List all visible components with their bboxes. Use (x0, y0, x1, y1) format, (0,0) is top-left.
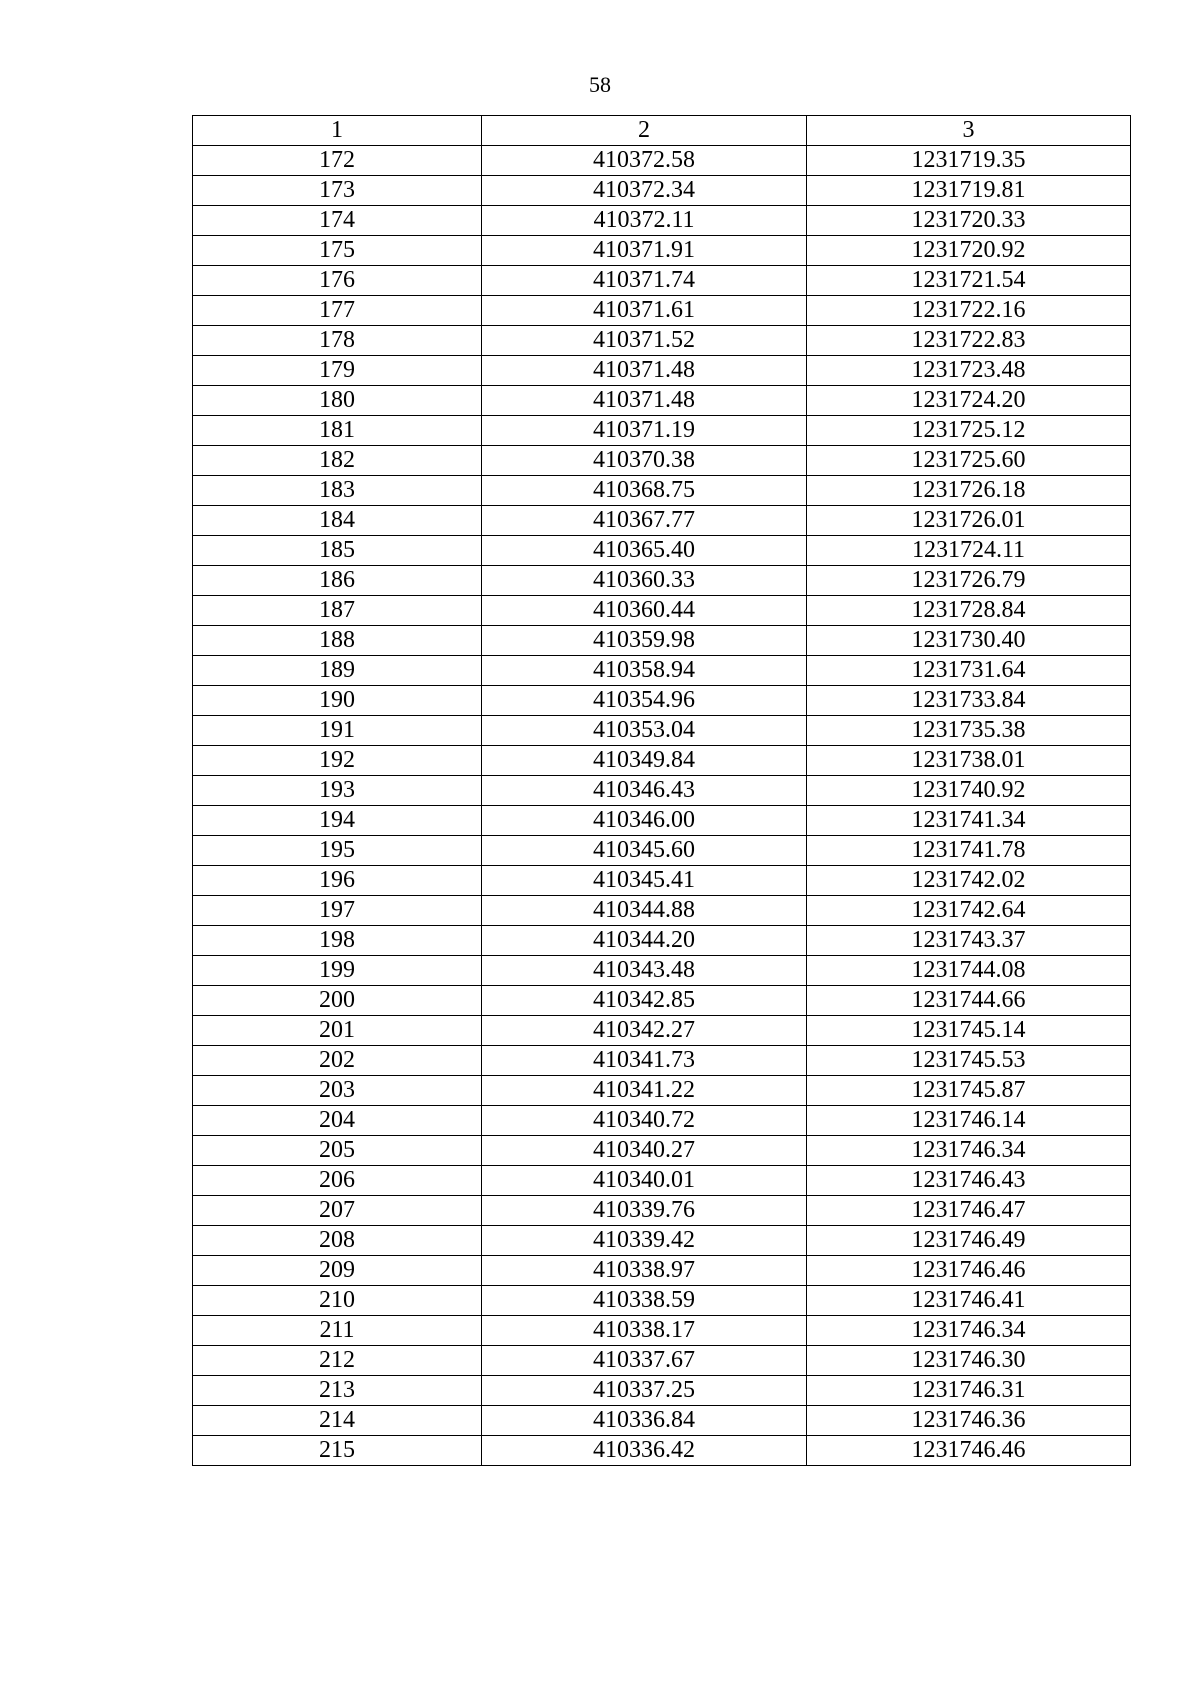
y-coordinate-cell: 1231746.34 (807, 1316, 1131, 1346)
y-coordinate-cell: 1231746.47 (807, 1196, 1131, 1226)
table-row (193, 1076, 1131, 1106)
x-coordinate-cell: 410353.04 (482, 716, 807, 746)
point-number-cell: 213 (193, 1376, 482, 1406)
y-coordinate-cell: 1231746.31 (807, 1376, 1131, 1406)
y-coordinate-cell: 1231746.43 (807, 1166, 1131, 1196)
table-row (193, 566, 1131, 596)
x-coordinate-cell: 410339.42 (482, 1226, 807, 1256)
point-number-cell: 201 (193, 1016, 482, 1046)
x-coordinate-cell: 410371.91 (482, 236, 807, 266)
table-row (193, 1166, 1131, 1196)
table-row (193, 956, 1131, 986)
x-coordinate-cell: 410370.38 (482, 446, 807, 476)
point-number-cell: 208 (193, 1226, 482, 1256)
y-coordinate-cell: 1231731.64 (807, 656, 1131, 686)
header-cell-3: 3 (807, 116, 1131, 146)
point-number-cell: 185 (193, 536, 482, 566)
table-row (193, 1226, 1131, 1256)
point-number-cell: 198 (193, 926, 482, 956)
x-coordinate-cell: 410349.84 (482, 746, 807, 776)
point-number-cell: 172 (193, 146, 482, 176)
point-number-cell: 194 (193, 806, 482, 836)
x-coordinate-cell: 410345.41 (482, 866, 807, 896)
x-coordinate-cell: 410371.74 (482, 266, 807, 296)
table-row (193, 1376, 1131, 1406)
point-number-cell: 189 (193, 656, 482, 686)
y-coordinate-cell: 1231723.48 (807, 356, 1131, 386)
x-coordinate-cell: 410337.25 (482, 1376, 807, 1406)
x-coordinate-cell: 410359.98 (482, 626, 807, 656)
y-coordinate-cell: 1231724.20 (807, 386, 1131, 416)
table-row (193, 476, 1131, 506)
y-coordinate-cell: 1231745.87 (807, 1076, 1131, 1106)
y-coordinate-cell: 1231738.01 (807, 746, 1131, 776)
x-coordinate-cell: 410339.76 (482, 1196, 807, 1226)
point-number-cell: 204 (193, 1106, 482, 1136)
table-row (193, 1106, 1131, 1136)
x-coordinate-cell: 410342.85 (482, 986, 807, 1016)
table-row (193, 356, 1131, 386)
x-coordinate-cell: 410338.59 (482, 1286, 807, 1316)
coordinates-table (192, 115, 1131, 1466)
y-coordinate-cell: 1231746.49 (807, 1226, 1131, 1256)
point-number-cell: 200 (193, 986, 482, 1016)
point-number-cell: 197 (193, 896, 482, 926)
x-coordinate-cell: 410354.96 (482, 686, 807, 716)
x-coordinate-cell: 410371.48 (482, 356, 807, 386)
header-cell-1: 1 (193, 116, 482, 146)
table-row (193, 1046, 1131, 1076)
x-coordinate-cell: 410342.27 (482, 1016, 807, 1046)
x-coordinate-cell: 410340.72 (482, 1106, 807, 1136)
table-row (193, 506, 1131, 536)
x-coordinate-cell: 410371.52 (482, 326, 807, 356)
table-row (193, 266, 1131, 296)
y-coordinate-cell: 1231722.16 (807, 296, 1131, 326)
point-number-cell: 199 (193, 956, 482, 986)
table-row (193, 536, 1131, 566)
table-row (193, 746, 1131, 776)
y-coordinate-cell: 1231746.36 (807, 1406, 1131, 1436)
table-row (193, 626, 1131, 656)
table-row (193, 1136, 1131, 1166)
table-row (193, 416, 1131, 446)
point-number-cell: 179 (193, 356, 482, 386)
point-number-cell: 210 (193, 1286, 482, 1316)
y-coordinate-cell: 1231746.34 (807, 1136, 1131, 1166)
x-coordinate-cell: 410344.20 (482, 926, 807, 956)
table-header (193, 116, 1131, 146)
point-number-cell: 174 (193, 206, 482, 236)
point-number-cell: 206 (193, 1166, 482, 1196)
table-body (193, 146, 1131, 1466)
point-number-cell: 180 (193, 386, 482, 416)
point-number-cell: 184 (193, 506, 482, 536)
y-coordinate-cell: 1231740.92 (807, 776, 1131, 806)
point-number-cell: 193 (193, 776, 482, 806)
x-coordinate-cell: 410341.73 (482, 1046, 807, 1076)
x-coordinate-cell: 410368.75 (482, 476, 807, 506)
y-coordinate-cell: 1231745.14 (807, 1016, 1131, 1046)
point-number-cell: 212 (193, 1346, 482, 1376)
y-coordinate-cell: 1231728.84 (807, 596, 1131, 626)
point-number-cell: 211 (193, 1316, 482, 1346)
y-coordinate-cell: 1231719.35 (807, 146, 1131, 176)
table-row (193, 146, 1131, 176)
point-number-cell: 175 (193, 236, 482, 266)
y-coordinate-cell: 1231730.40 (807, 626, 1131, 656)
y-coordinate-cell: 1231741.78 (807, 836, 1131, 866)
table-row (193, 866, 1131, 896)
y-coordinate-cell: 1231722.83 (807, 326, 1131, 356)
y-coordinate-cell: 1231744.08 (807, 956, 1131, 986)
table-row (193, 656, 1131, 686)
point-number-cell: 176 (193, 266, 482, 296)
table-row (193, 446, 1131, 476)
point-number-cell: 209 (193, 1256, 482, 1286)
point-number-cell: 214 (193, 1406, 482, 1436)
x-coordinate-cell: 410360.33 (482, 566, 807, 596)
point-number-cell: 202 (193, 1046, 482, 1076)
table-row (193, 806, 1131, 836)
y-coordinate-cell: 1231735.38 (807, 716, 1131, 746)
point-number-cell: 207 (193, 1196, 482, 1226)
y-coordinate-cell: 1231725.60 (807, 446, 1131, 476)
x-coordinate-cell: 410372.58 (482, 146, 807, 176)
x-coordinate-cell: 410340.01 (482, 1166, 807, 1196)
point-number-cell: 187 (193, 596, 482, 626)
x-coordinate-cell: 410358.94 (482, 656, 807, 686)
y-coordinate-cell: 1231733.84 (807, 686, 1131, 716)
x-coordinate-cell: 410371.48 (482, 386, 807, 416)
table-row (193, 1436, 1131, 1466)
y-coordinate-cell: 1231726.79 (807, 566, 1131, 596)
x-coordinate-cell: 410337.67 (482, 1346, 807, 1376)
y-coordinate-cell: 1231743.37 (807, 926, 1131, 956)
point-number-cell: 205 (193, 1136, 482, 1166)
page-number: 58 (589, 72, 611, 97)
table-row (193, 686, 1131, 716)
y-coordinate-cell: 1231725.12 (807, 416, 1131, 446)
x-coordinate-cell: 410372.34 (482, 176, 807, 206)
x-coordinate-cell: 410341.22 (482, 1076, 807, 1106)
point-number-cell: 178 (193, 326, 482, 356)
point-number-cell: 181 (193, 416, 482, 446)
y-coordinate-cell: 1231720.33 (807, 206, 1131, 236)
point-number-cell: 195 (193, 836, 482, 866)
table-row (193, 1256, 1131, 1286)
x-coordinate-cell: 410338.97 (482, 1256, 807, 1286)
point-number-cell: 186 (193, 566, 482, 596)
y-coordinate-cell: 1231742.64 (807, 896, 1131, 926)
y-coordinate-cell: 1231746.14 (807, 1106, 1131, 1136)
header-cell-2: 2 (482, 116, 807, 146)
table-row (193, 1346, 1131, 1376)
point-number-cell: 196 (193, 866, 482, 896)
x-coordinate-cell: 410372.11 (482, 206, 807, 236)
table-row (193, 926, 1131, 956)
table-row (193, 716, 1131, 746)
y-coordinate-cell: 1231724.11 (807, 536, 1131, 566)
x-coordinate-cell: 410371.19 (482, 416, 807, 446)
x-coordinate-cell: 410344.88 (482, 896, 807, 926)
table-row (193, 1016, 1131, 1046)
table-row (193, 836, 1131, 866)
table-row (193, 1406, 1131, 1436)
y-coordinate-cell: 1231726.18 (807, 476, 1131, 506)
point-number-cell: 177 (193, 296, 482, 326)
point-number-cell: 182 (193, 446, 482, 476)
table-row (193, 1286, 1131, 1316)
x-coordinate-cell: 410346.00 (482, 806, 807, 836)
x-coordinate-cell: 410340.27 (482, 1136, 807, 1166)
table-row (193, 776, 1131, 806)
point-number-cell: 190 (193, 686, 482, 716)
x-coordinate-cell: 410343.48 (482, 956, 807, 986)
point-number-cell: 192 (193, 746, 482, 776)
y-coordinate-cell: 1231744.66 (807, 986, 1131, 1016)
y-coordinate-cell: 1231746.41 (807, 1286, 1131, 1316)
x-coordinate-cell: 410346.43 (482, 776, 807, 806)
header-row (193, 116, 1131, 146)
y-coordinate-cell: 1231719.81 (807, 176, 1131, 206)
x-coordinate-cell: 410371.61 (482, 296, 807, 326)
table-row (193, 1316, 1131, 1346)
table-row (193, 236, 1131, 266)
table-row (193, 596, 1131, 626)
point-number-cell: 188 (193, 626, 482, 656)
x-coordinate-cell: 410338.17 (482, 1316, 807, 1346)
x-coordinate-cell: 410365.40 (482, 536, 807, 566)
y-coordinate-cell: 1231721.54 (807, 266, 1131, 296)
point-number-cell: 173 (193, 176, 482, 206)
y-coordinate-cell: 1231746.46 (807, 1256, 1131, 1286)
table-row (193, 206, 1131, 236)
y-coordinate-cell: 1231745.53 (807, 1046, 1131, 1076)
table-row (193, 386, 1131, 416)
y-coordinate-cell: 1231741.34 (807, 806, 1131, 836)
x-coordinate-cell: 410345.60 (482, 836, 807, 866)
point-number-cell: 183 (193, 476, 482, 506)
table-row (193, 1196, 1131, 1226)
x-coordinate-cell: 410336.42 (482, 1436, 807, 1466)
y-coordinate-cell: 1231742.02 (807, 866, 1131, 896)
table-row (193, 326, 1131, 356)
y-coordinate-cell: 1231720.92 (807, 236, 1131, 266)
point-number-cell: 215 (193, 1436, 482, 1466)
point-number-cell: 203 (193, 1076, 482, 1106)
table-row (193, 296, 1131, 326)
x-coordinate-cell: 410367.77 (482, 506, 807, 536)
y-coordinate-cell: 1231746.46 (807, 1436, 1131, 1466)
y-coordinate-cell: 1231746.30 (807, 1346, 1131, 1376)
x-coordinate-cell: 410336.84 (482, 1406, 807, 1436)
point-number-cell: 191 (193, 716, 482, 746)
x-coordinate-cell: 410360.44 (482, 596, 807, 626)
table-row (193, 896, 1131, 926)
table-row (193, 986, 1131, 1016)
y-coordinate-cell: 1231726.01 (807, 506, 1131, 536)
table-row (193, 176, 1131, 206)
